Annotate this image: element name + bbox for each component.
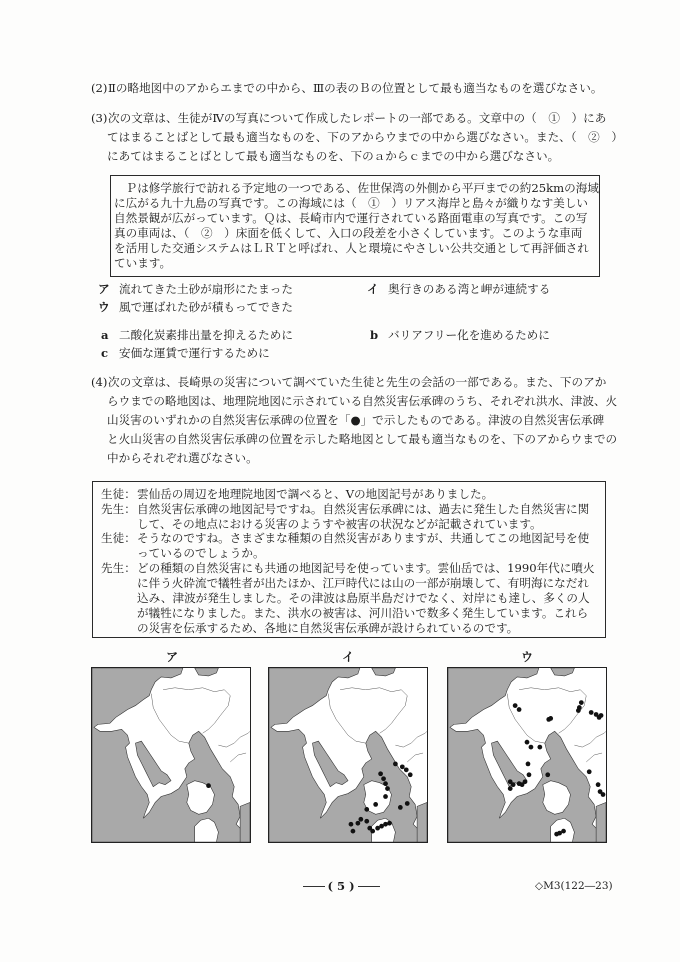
report-line: ています。 [114,256,172,270]
disaster-monument-marker [405,801,410,806]
dialogue-line: の災害を伝承するため、各地に自然災害伝承碑が設けられているのです。 [137,621,519,635]
speaker-label: 生徒： [101,487,136,501]
disaster-monument-marker [356,821,361,826]
disaster-monument-marker [601,792,606,797]
disaster-monument-marker [358,817,363,822]
boundary-line [151,694,189,743]
disaster-monument-marker [513,703,518,708]
disaster-monument-marker [599,713,604,718]
question-4-text-line: 中からそれぞれ選びなさい。 [107,451,258,465]
disaster-monument-marker [398,805,403,810]
question-3-text-line: 次の文章は、生徒がⅣの写真について作成したレポートの一部である。文章中の（ ① ）にあ [108,111,607,125]
shaded-land-area [596,802,606,842]
sketch-map-u [447,667,607,843]
boundary-line [574,731,606,747]
map-label-a: ア [165,650,178,664]
report-line: Ｐは修学旅行で訪れる予定地の一つである、佐世保湾の外側から平戸までの約25kmの海域 [114,181,599,195]
disaster-monument-marker [517,707,522,712]
disaster-monument-marker [548,716,553,721]
question-4-text-line: 山災害のいずれかの自然災害伝承碑の位置を「●」で示したものである。津波の自然災害伝承碑 [107,413,605,427]
choice-label: b [370,328,379,342]
disaster-monument-marker [408,772,413,777]
question-4-text-line: と火山災害の自然災害伝承碑の位置を示した略地図として最も適当なものを、下のアからウまでの [107,432,618,446]
choice-text: 流れてきた土砂が扇形にたまった [119,282,293,296]
disaster-monument-marker [383,794,388,799]
choice-label: c [101,346,109,360]
disaster-monument-marker [400,764,405,769]
disaster-monument-marker [561,829,566,834]
choice-label: ウ [98,300,110,314]
sketch-map-a [91,667,251,843]
footer-dash-right [358,886,380,887]
map-label-u: ウ [520,650,533,664]
disaster-monument-marker [383,781,388,786]
boundary-line [163,688,230,733]
choice-text: 風で運ばれた砂が積もってできた [119,300,293,314]
disaster-monument-marker [526,762,531,767]
boundary-line [218,731,250,747]
boundary-line [230,753,246,762]
question-3-number: (3) [91,111,108,125]
disaster-monument-marker [596,782,601,787]
boundary-line [395,731,427,747]
disaster-monument-marker [404,767,409,772]
report-line: を活用した交通システムはＬＲＴと呼ばれ、人と環境にやさしい公共交通として再評価され [114,241,589,255]
question-4-number: (4) [91,375,108,389]
disaster-monument-marker [349,822,354,827]
boundary-line [340,688,407,733]
choice-label: イ [367,282,379,296]
choice-text: バリアフリー化を進めるために [388,328,550,342]
disaster-monument-marker [511,782,516,787]
shaded-land-area [195,668,219,676]
question-3-text-line: てはまることばとして最も適当なものを、下のアからウまでの中から選びなさい。また、（ ② ） [107,130,623,144]
report-line: に広がる九十九島の写真です。この海域には（ ① ）リアス海岸と島々が織りなす美しい [114,196,588,210]
shaded-land-area [417,802,427,842]
speaker-label: 生徒： [101,531,136,545]
disaster-monument-marker [364,819,369,824]
shaded-land-area [312,741,348,786]
question-3-text-line: にあてはまることばとして最も適当なものを、下のａからｃまでの中から選びなさい。 [107,149,560,163]
choice-label: ア [98,282,110,296]
shaded-land-area [448,668,598,842]
question-2-number: (2) [91,81,108,95]
disaster-monument-marker [370,829,375,834]
dialogue-line: 込み、津波が発生しました。その津波は島原半島だけでなく、対岸にも達し、多くの人 [137,591,590,605]
shaded-land-area [551,668,575,676]
disaster-monument-marker [589,710,594,715]
shaded-land-area [372,668,396,676]
boundary-line [407,753,423,762]
dialogue-line: 自然災害伝承碑の地図記号ですね。自然災害伝承碑には、過去に発生した自然災害に関 [137,502,590,516]
shaded-land-area [92,668,242,842]
dialogue-line: 雲仙岳の周辺を地理院地図で調べると、Ⅴの地図記号がありました。 [137,487,494,501]
exam-code: ◇M3(122―23) [535,880,613,892]
boundary-line [586,753,602,762]
question-4-text-line: らウまでの略地図は、地理院地図に示されている自然災害伝承碑のうち、それぞれ洪水、津波、火 [107,394,618,408]
dialogue-line: っているのでしょうか。 [137,546,265,560]
disaster-monument-marker [529,745,534,750]
question-4-text-line: 次の文章は、長崎県の災害について調べていた生徒と先生の会話の一部である。また、下のアか [108,375,607,389]
disaster-monument-marker [545,772,550,777]
choice-text: 二酸化炭素排出量を抑えるために [119,328,293,342]
boundary-line [328,694,366,743]
question-2-text: Ⅱの略地図中のアからエまでの中から、Ⅲの表のＢの位置として最も適当なものを選びなさい。 [108,81,603,95]
disaster-monument-marker [537,745,542,750]
shaded-land-area [135,741,171,786]
disaster-monument-marker [508,786,513,791]
disaster-monument-marker [393,762,398,767]
shaded-land-area [269,668,419,842]
disaster-monument-marker [373,802,378,807]
report-line: 自然景観が広がっています。Ｑは、長崎市内で運行されている路面電車の写真です。この写 [114,211,588,225]
choice-text: 安価な運賃で運行するために [119,346,270,360]
disaster-monument-marker [587,769,592,774]
disaster-monument-marker [378,771,383,776]
disaster-monument-marker [527,772,532,777]
sketch-map-i [268,667,428,843]
map-label-i: イ [341,650,354,664]
shaded-land-area [240,802,250,842]
dialogue-line: して、その地点における災害のようすや被害の状況などが記載されています。 [137,517,542,531]
disaster-monument-marker [576,708,581,713]
sketch-map-i-graphic [269,668,427,842]
disaster-monument-marker [525,740,530,745]
sketch-map-u-graphic [448,668,606,842]
dialogue-line: が犠牲になりました。また、洪水の被害は、河川沿いで数多く発生しています。これら [137,606,589,620]
sketch-map-a-graphic [92,668,250,842]
disaster-monument-marker [364,807,369,812]
choice-text: 奥行きのある湾と岬が連続する [388,282,551,296]
disaster-monument-marker [385,786,390,791]
dialogue-line: そうなのですね。さまざまな種類の自然災害がありますが、共通してこの地図記号を使 [137,531,590,545]
boundary-line [507,694,545,743]
disaster-monument-marker [351,829,356,834]
disaster-monument-marker [206,783,211,788]
report-line: 真の車両は、（ ② ）床面を低くして、入口の段差を小さくしています。このような車両 [114,226,583,240]
disaster-monument-marker [523,779,528,784]
dialogue-line: に伴う火砕流で犠牲者が出たほか、江戸時代には山の一部が崩壊して、有明海になだれ [137,576,589,590]
speaker-label: 先生： [101,502,136,516]
disaster-monument-marker [579,700,584,705]
disaster-monument-marker [381,776,386,781]
choice-label: a [101,328,109,342]
speaker-label: 先生： [101,561,136,575]
page-number: ( 5 ) [327,879,355,893]
disaster-monument-marker [387,821,392,826]
dialogue-line: どの種類の自然災害にも共通の地図記号を使っています。雲仙岳では、1990年代に噴火 [137,561,595,575]
disaster-monument-marker [383,822,388,827]
